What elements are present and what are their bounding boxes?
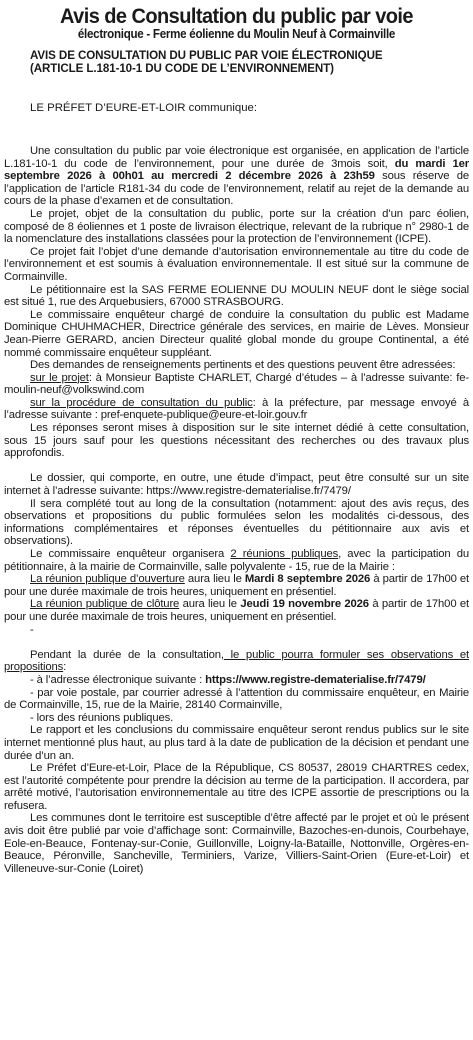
paragraph-dossier: Le dossier, qui comporte, en outre, une étude d’impact, peut être consulté sur un site internet à l’adresse suivante: https://www.registre-dematerialise.fr/7479/ [4, 472, 469, 498]
notice-heading-line-1: AVIS DE CONSULTATION DU PUBLIC PAR VOIE ÉLECTRONIQUE [30, 49, 383, 62]
paragraph-adresse-electronique: - à l’adresse électronique suivante : https://www.registre-dematerialise.fr/7479/ [30, 673, 426, 686]
paragraph-reunion-ouverture: La réunion publique d’ouverture aura lieu le Mardi 8 septembre 2026 à partir de 17h00 et pour une durée maximale de trois heures, uniquement en présentiel. [4, 573, 470, 598]
paragraph-voie-postale: - par voie postale, par courrier adressé à l’attention du commissaire enquêteur, en Mairie de Cormainville, 15, rue de la Mairie, 28140 Cormainville, [4, 686, 469, 712]
page-subtitle: électronique - Ferme éolienne du Moulin Neuf à Cormainville [77, 27, 396, 41]
paragraph-reponses: Les réponses seront mises à disposition sur le site internet dédié à cette consultation, sous 15 jours sauf pour les questions nécessitant des recherches ou des travaux plus approfondis. [4, 422, 469, 460]
paragraph-consultation: Une consultation du public par voie électronique est organisée, en application de l’article L.181-10-1 du code de l’environnement, pour une durée de 3mois soit, du mardi 1er septembre 2026 à 00h01 au mercredi 2 décembre 2026 à 23h59 sous réserve de l’application de l’article R181-34 du code de l’environnement, relatif au rejet de la demande au cours de la phase d’examen et de consultation. [4, 145, 469, 208]
paragraph-reunions-publiques: - lors des réunions publiques. [30, 711, 174, 724]
paragraph-prefet-decision: Le Préfet d’Eure-et-Loir, Place de la République, CS 80537, 28019 CHARTRES cedex, est l’autorité compétente pour prendre la décision au terme de la participation. Il accordera, par arrêté motivé, l’autorisation environnementale au titre des ICPE assortie de prescriptions ou la refusera. [4, 762, 469, 812]
paragraph-dash: - [30, 623, 34, 636]
paragraph-observations: Pendant la durée de la consultation, le public pourra formuler ses observations et propositions: [4, 648, 469, 674]
paragraph-commissaire: Le commissaire enquêteur chargé de conduire la consultation du public est Madame Dominique CHUHMACHER, Directrice générale des services, en mairie de Lèves. Monsieur Jean-Pierre GERARD, ancien Directeur qualité global monde du groupe Continental, a été nommé commissaire enquêteur suppléant. [4, 308, 469, 359]
paragraph-autorisation: Ce projet fait l’objet d’une demande d’autorisation environnementale au titre du code de l’environnement et est soumis à évaluation environnementale. Il est situé sur la commune de Cormainville. [4, 245, 469, 283]
paragraph-reunion-cloture: La réunion publique de clôture aura lieu le Jeudi 19 novembre 2026 à partir de 17h00 et pour une durée maximale de trois heures, uniquement en présentiel. [4, 598, 469, 623]
paragraph-demandes: Des demandes de renseignements pertinents et des questions peuvent être adressées: [30, 359, 456, 372]
notice-heading [30, 49, 469, 75]
paragraph-sur-le-projet: sur le projet: à Monsieur Baptiste CHARLET, Chargé d’études – à l’adresse suivante: fe-moulin-neuf@volkswind.com [4, 371, 469, 397]
paragraph-petitionnaire: Le pétitionnaire est la SAS FERME EOLIENNE DU MOULIN NEUF dont le siège social est situé 1, rue des Arquebusiers, 67000 STRASBOURG. [4, 283, 469, 309]
paragraph-projet: Le projet, objet de la consultation du public, porte sur la création d’un parc éolien, composé de 8 éoliennes et 1 poste de livraison électrique, relevant de la rubrique n° 2980-1 de la nomenclature des installations classées pour la protection de l’environnement (ICPE). [4, 207, 469, 246]
paragraph-sur-la-procedure: sur la procédure de consultation du public: à la préfecture, par message envoyé à l’adresse suivante : pref-enquete-publique@eure-et-loir.gouv.fr [4, 396, 469, 422]
paragraph-communes: Les communes dont le territoire est susceptible d’être affecté par le projet et où le présent avis doit être publié par voie d’affichage sont: Cormainville, Bazoches-en-dunois, Courbehaye, Eole-en-Beauce, Fontenay-sur-Conie, Guillonville, Loigny-la-Bataille, Nottonville, Orgères-en-Beauce, Péronville, Sancheville, Terminiers, Varize, Villiers-Saint-Orien (Eure-et-Loir) et Villeneuve-sur-Conie (Loiret) [4, 812, 469, 875]
paragraph-rapport: Le rapport et les conclusions du commissaire enquêteur seront rendus publics sur le site internet mentionné plus haut, au plus tard à la date de publication de la décision et pendant une durée d’un an. [4, 724, 469, 762]
page-title: Avis de Consultation du public par voie [59, 4, 413, 28]
notice-heading-line-2: (ARTICLE L.181-10-1 DU CODE DE L’ENVIRONNEMENT) [30, 62, 334, 75]
notice-body [4, 145, 469, 875]
paragraph-reunions: Le commissaire enquêteur organisera 2 réunions publiques, avec la participation du pétitionnaire, à la mairie de Cormainville, salle polyvalente - 15, rue de la Mairie : [4, 548, 469, 573]
prefet-statement: LE PRÉFET D’EURE-ET-LOIR communique: [30, 102, 258, 114]
paragraph-complete: Il sera complété tout au long de la consultation (notamment: ajout des avis reçus, des observations et propositions du public formulées selon les modalités ci-dessous, des informations complémentaires et réponses éventuelles du pétitionnaire aux avis et observations). [4, 497, 469, 548]
